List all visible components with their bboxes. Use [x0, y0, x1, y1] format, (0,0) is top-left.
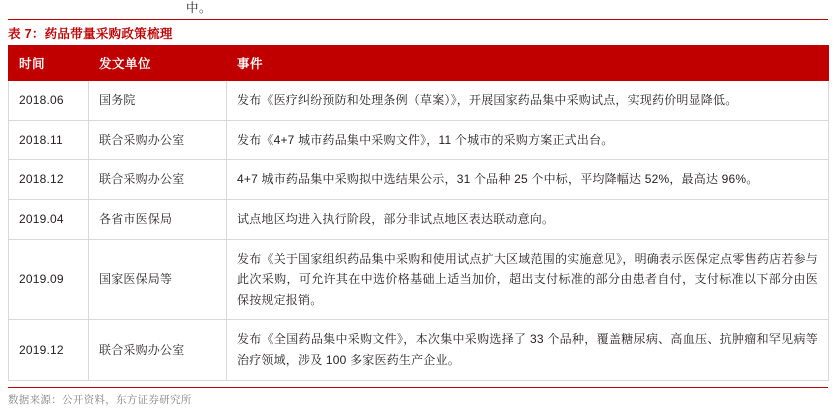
cell-time: 2019.04: [9, 199, 89, 239]
cell-time: 2019.09: [9, 239, 89, 320]
cell-time: 2018.06: [9, 81, 89, 121]
cell-event: 发布《全国药品集中采购文件》，本次集中采购选择了 33 个品种，覆盖糖尿病、高血压、抗肿瘤和罕见病等治疗领域，涉及 100 多家医药生产企业。: [227, 320, 829, 380]
table-row: [9, 199, 829, 239]
cell-time: 2018.12: [9, 160, 89, 200]
cell-time: 2019.12: [9, 320, 89, 380]
cell-org: 国务院: [89, 81, 227, 121]
column-header-event: 事件: [227, 46, 829, 81]
cell-event: 发布《4+7 城市药品集中采购文件》，11 个城市的采购方案正式出台。: [227, 120, 829, 160]
policy-table: [8, 45, 829, 381]
source-note: 数据来源：公开资料，东方证券研究所: [8, 394, 192, 406]
table-header-row: [9, 46, 829, 81]
table-row: [9, 120, 829, 160]
cell-org: 联合采购办公室: [89, 160, 227, 200]
table-header: [9, 46, 829, 81]
table-row: [9, 81, 829, 121]
column-header-time: 时间: [9, 46, 89, 81]
table-title: 表 7：药品带量采购政策梳理: [8, 27, 173, 41]
cell-org: 各省市医保局: [89, 199, 227, 239]
top-text-fragment: 中。: [186, 1, 213, 15]
column-header-org: 发文单位: [89, 46, 227, 81]
cell-event: 试点地区均进入执行阶段，部分非试点地区表达联动意向。: [227, 199, 829, 239]
cell-event: 发布《关于国家组织药品集中采购和使用试点扩大区域范围的实施意见》，明确表示医保定点零售药店若参与此次采购，可允许其在中选价格基础上适当加价，超出支付标准的部分由患者自付，支付标准以下部分由医保按规定报销。: [227, 239, 829, 320]
cell-event: 发布《医疗纠纷预防和处理条例（草案）》，开展国家药品集中采购试点，实现药价明显降低。: [227, 81, 829, 121]
top-divider-rule: [8, 19, 828, 20]
cell-org: 联合采购办公室: [89, 120, 227, 160]
cell-time: 2018.11: [9, 120, 89, 160]
table-row: [9, 239, 829, 320]
cell-org: 联合采购办公室: [89, 320, 227, 380]
bottom-divider-rule: [8, 387, 828, 388]
table-row: [9, 160, 829, 200]
cell-org: 国家医保局等: [89, 239, 227, 320]
table-row: [9, 320, 829, 380]
table-body: [9, 81, 829, 381]
cell-event: 4+7 城市药品集中采购拟中选结果公示，31 个品种 25 个中标，平均降幅达 52%，最高达 96%。: [227, 160, 829, 200]
